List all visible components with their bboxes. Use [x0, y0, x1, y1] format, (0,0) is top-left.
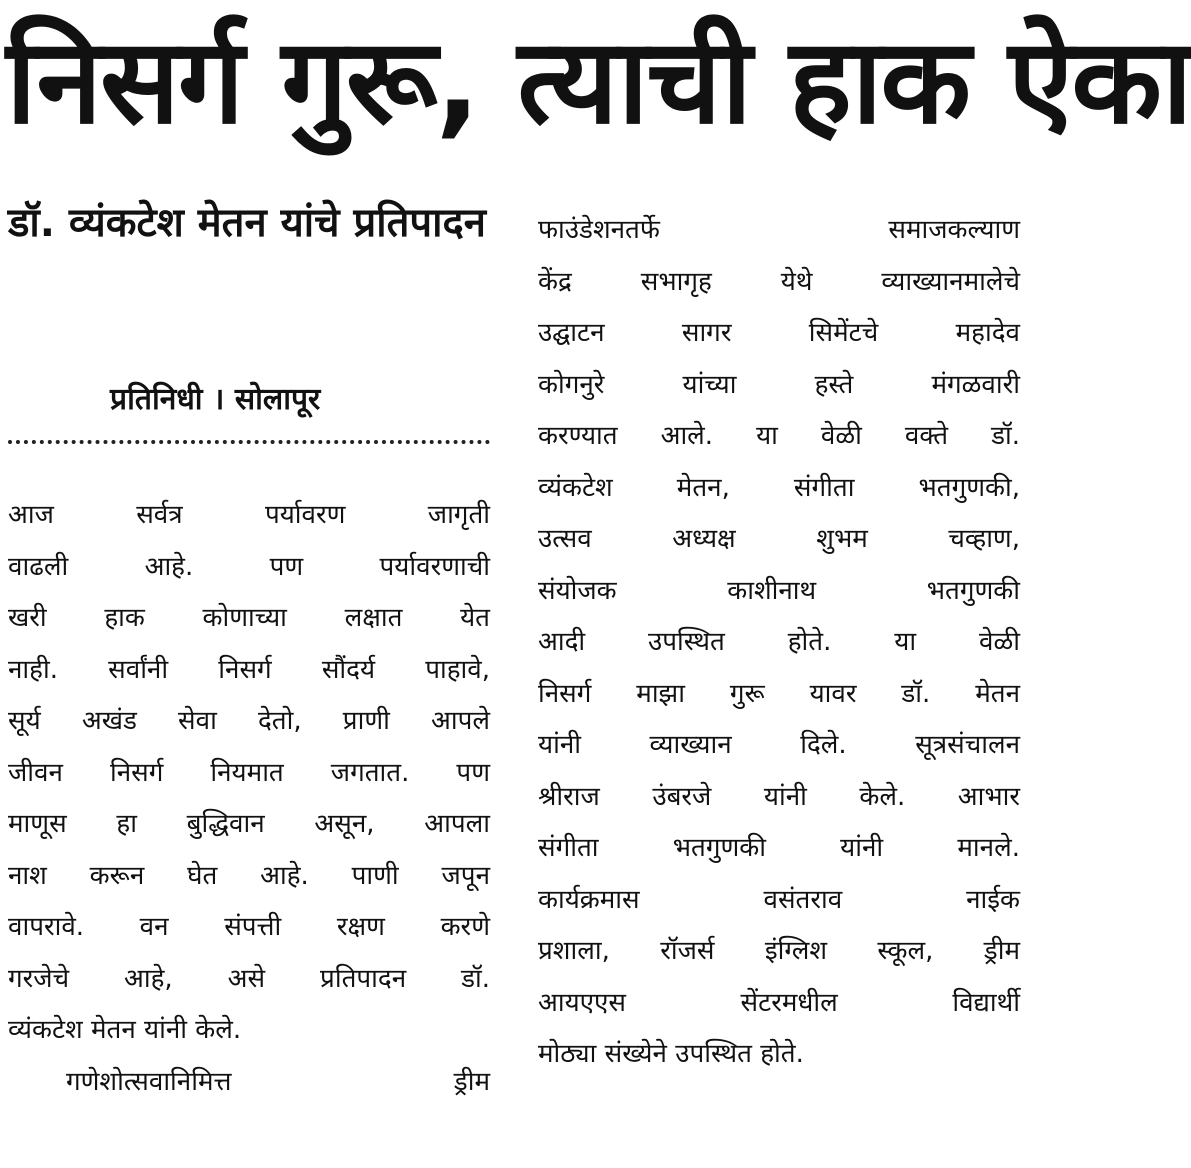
body-line: प्रशाला, रॉजर्स इंग्लिश स्कूल, ड्रीम: [538, 936, 1020, 966]
body-line: उद्घाटन सागर सिमेंटचे महादेव: [538, 318, 1020, 348]
paragraph-start-line: [8, 1057, 490, 1109]
byline: प्रतिनिधी । सोलापूर: [110, 382, 321, 417]
body-line: वाढली आहे. पण पर्यावरणाची: [8, 551, 490, 582]
body-line: निसर्ग माझा गुरू यावर डॉ. मेतन: [538, 678, 1020, 709]
body-line: नाही. सर्वांनी निसर्ग सौंदर्य पाहावे,: [8, 654, 490, 685]
body-line: सूर्य अखंड सेवा देतो, प्राणी आपले: [8, 706, 490, 736]
body-line: श्रीराज उंबरजे यांनी केले. आभार: [538, 781, 1020, 812]
body-line: यांनी व्याख्यान दिले. सूत्रसंचालन: [538, 730, 1020, 760]
body-line: संयोजक काशीनाथ भतगुणकी: [538, 575, 1020, 606]
left-column: [8, 490, 490, 1108]
body-line: कार्यक्रमास वसंतराव नाईक: [538, 884, 1020, 915]
body-line: मोठ्या संख्येने उपस्थित होते.: [538, 1039, 804, 1069]
headline: निसर्ग गुरू, त्याची हाक ऐका: [6, 12, 1191, 150]
body-line: आयएएस सेंटरमधील विद्यार्थी: [538, 987, 1020, 1018]
body-line: व्यंकटेश मेतन, संगीता भतगुणकी,: [538, 472, 1020, 503]
paragraph-end-text: ड्रीम: [453, 1066, 490, 1097]
body-line: करण्यात आले. या वेळी वक्ते डॉ.: [538, 421, 1020, 451]
paragraph-start-text: गणेशोत्सवानिमित्त: [66, 1066, 232, 1097]
body-line: आज सर्वत्र पर्यावरण जागृती: [8, 500, 490, 530]
body-line: उत्सव अध्यक्ष शुभम चव्हाण,: [538, 524, 1020, 554]
body-line: नाश करून घेत आहे. पाणी जपून: [8, 860, 490, 891]
body-line: खरी हाक कोणाच्या लक्षात येत: [8, 603, 490, 633]
body-line: व्यंकटेश मेतन यांनी केले.: [8, 1015, 242, 1045]
body-line: कोगनुरे यांच्या हस्ते मंगळवारी: [538, 369, 1020, 400]
body-line: फाउंडेशनतर्फे समाजकल्याण: [538, 215, 1020, 245]
dotted-divider: [8, 440, 490, 444]
right-column: [538, 205, 1020, 1081]
body-line: गरजेचे आहे, असे प्रतिपादन डॉ.: [8, 963, 490, 994]
subheadline: डॉ. व्यंकटेश मेतन यांचे प्रतिपादन: [8, 200, 486, 246]
body-line: संगीता भतगुणकी यांनी मानले.: [538, 833, 1020, 863]
body-line: माणूस हा बुद्धिवान असून, आपला: [8, 809, 490, 839]
body-line: आदी उपस्थित होते. या वेळी: [538, 627, 1020, 657]
body-line: जीवन निसर्ग नियमात जगतात. पण: [8, 757, 490, 788]
body-line: केंद्र सभागृह येथे व्याख्यानमालेचे: [538, 266, 1020, 297]
body-line: वापरावे. वन संपत्ती रक्षण करणे: [8, 912, 490, 942]
